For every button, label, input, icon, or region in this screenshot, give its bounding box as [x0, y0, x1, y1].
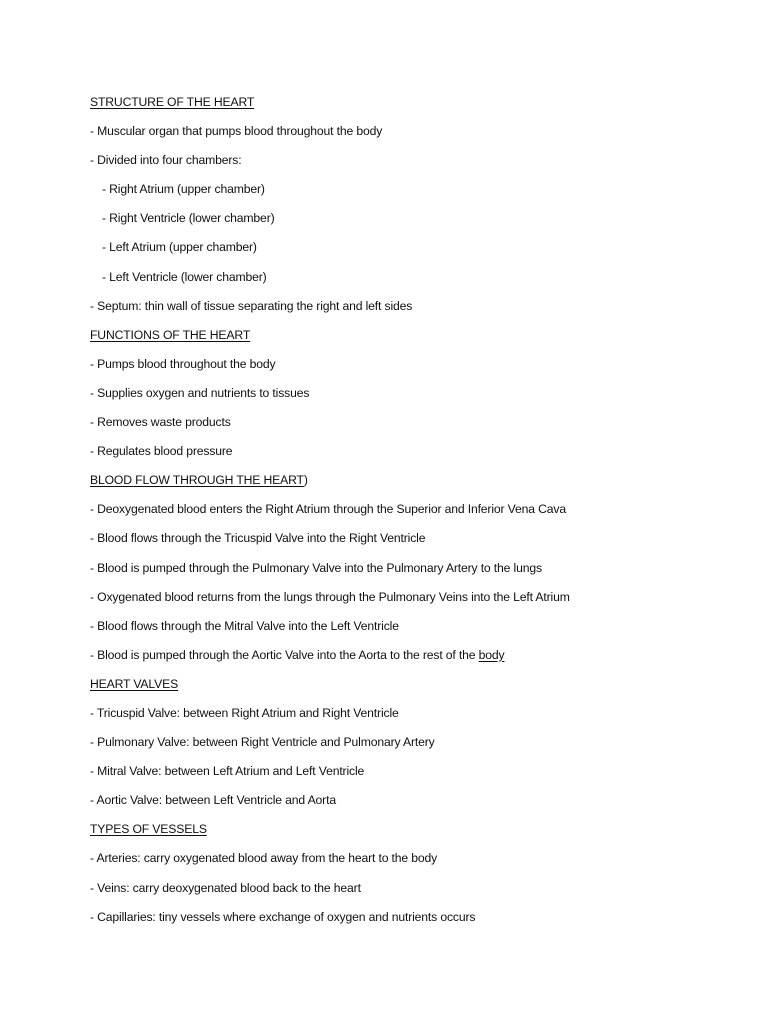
list-item: - Mitral Valve: between Left Atrium and Left Ventricle: [90, 764, 365, 779]
list-item: - Capillaries: tiny vessels where exchange of oxygen and nutrients occurs: [90, 909, 476, 924]
list-item: - Left Ventricle (lower chamber): [102, 269, 267, 284]
list-item: - Veins: carry deoxygenated blood back to the heart: [90, 880, 361, 895]
list-item: - Aortic Valve: between Left Ventricle and Aorta: [90, 793, 336, 808]
section-heading: [90, 326, 730, 355]
section-heading: [90, 820, 730, 849]
list-item: - Removes waste products: [90, 415, 231, 430]
list-item: - Blood is pumped through the Pulmonary Valve into the Pulmonary Artery to the lungs: [90, 560, 542, 575]
heading-text: STRUCTURE OF THE HEART: [90, 95, 255, 109]
section-heading: [90, 675, 730, 704]
list-item: - Right Ventricle (lower chamber): [102, 211, 275, 226]
list-item: - Pulmonary Valve: between Right Ventricle and Pulmonary Artery: [90, 735, 435, 750]
list-item-text: - Blood is pumped through the Aortic Valve into the Aorta to the rest of the: [90, 647, 479, 662]
list-item: - Regulates blood pressure: [90, 444, 233, 459]
list-item: - Blood flows through the Mitral Valve into the Left Ventricle: [90, 618, 399, 633]
list-item: - Divided into four chambers:: [90, 153, 242, 168]
list-item: - Oxygenated blood returns from the lungs through the Pulmonary Veins into the Left Atrium: [90, 589, 570, 604]
list-item: - Muscular organ that pumps blood throughout the body: [90, 124, 383, 139]
section-heading: [90, 471, 730, 500]
list-item: - Left Atrium (upper chamber): [102, 240, 257, 255]
list-item: - Right Atrium (upper chamber): [102, 182, 265, 197]
section-heading: [90, 93, 730, 122]
list-item: - Supplies oxygen and nutrients to tissues: [90, 385, 310, 400]
list-item: - Arteries: carry oxygenated blood away from the heart to the body: [90, 851, 438, 866]
heading-text: TYPES OF VESSELS: [90, 822, 207, 837]
heading-text: BLOOD FLOW THROUGH THE HEART: [90, 473, 304, 488]
document-page: [90, 93, 730, 937]
list-item: - Deoxygenated blood enters the Right Atrium through the Superior and Inferior Vena Cava: [90, 502, 566, 517]
list-item: [90, 646, 730, 675]
list-item: - Septum: thin wall of tissue separating the right and left sides: [90, 298, 413, 313]
list-item: - Tricuspid Valve: between Right Atrium and Right Ventricle: [90, 705, 399, 720]
heading-text: FUNCTIONS OF THE HEART: [90, 327, 251, 342]
list-item: - Blood flows through the Tricuspid Valve into the Right Ventricle: [90, 531, 426, 546]
list-item: - Pumps blood throughout the body: [90, 356, 276, 371]
underlined-word: body: [478, 647, 505, 662]
heading-suffix: ): [303, 473, 308, 488]
heading-text: HEART VALVES: [90, 676, 179, 691]
